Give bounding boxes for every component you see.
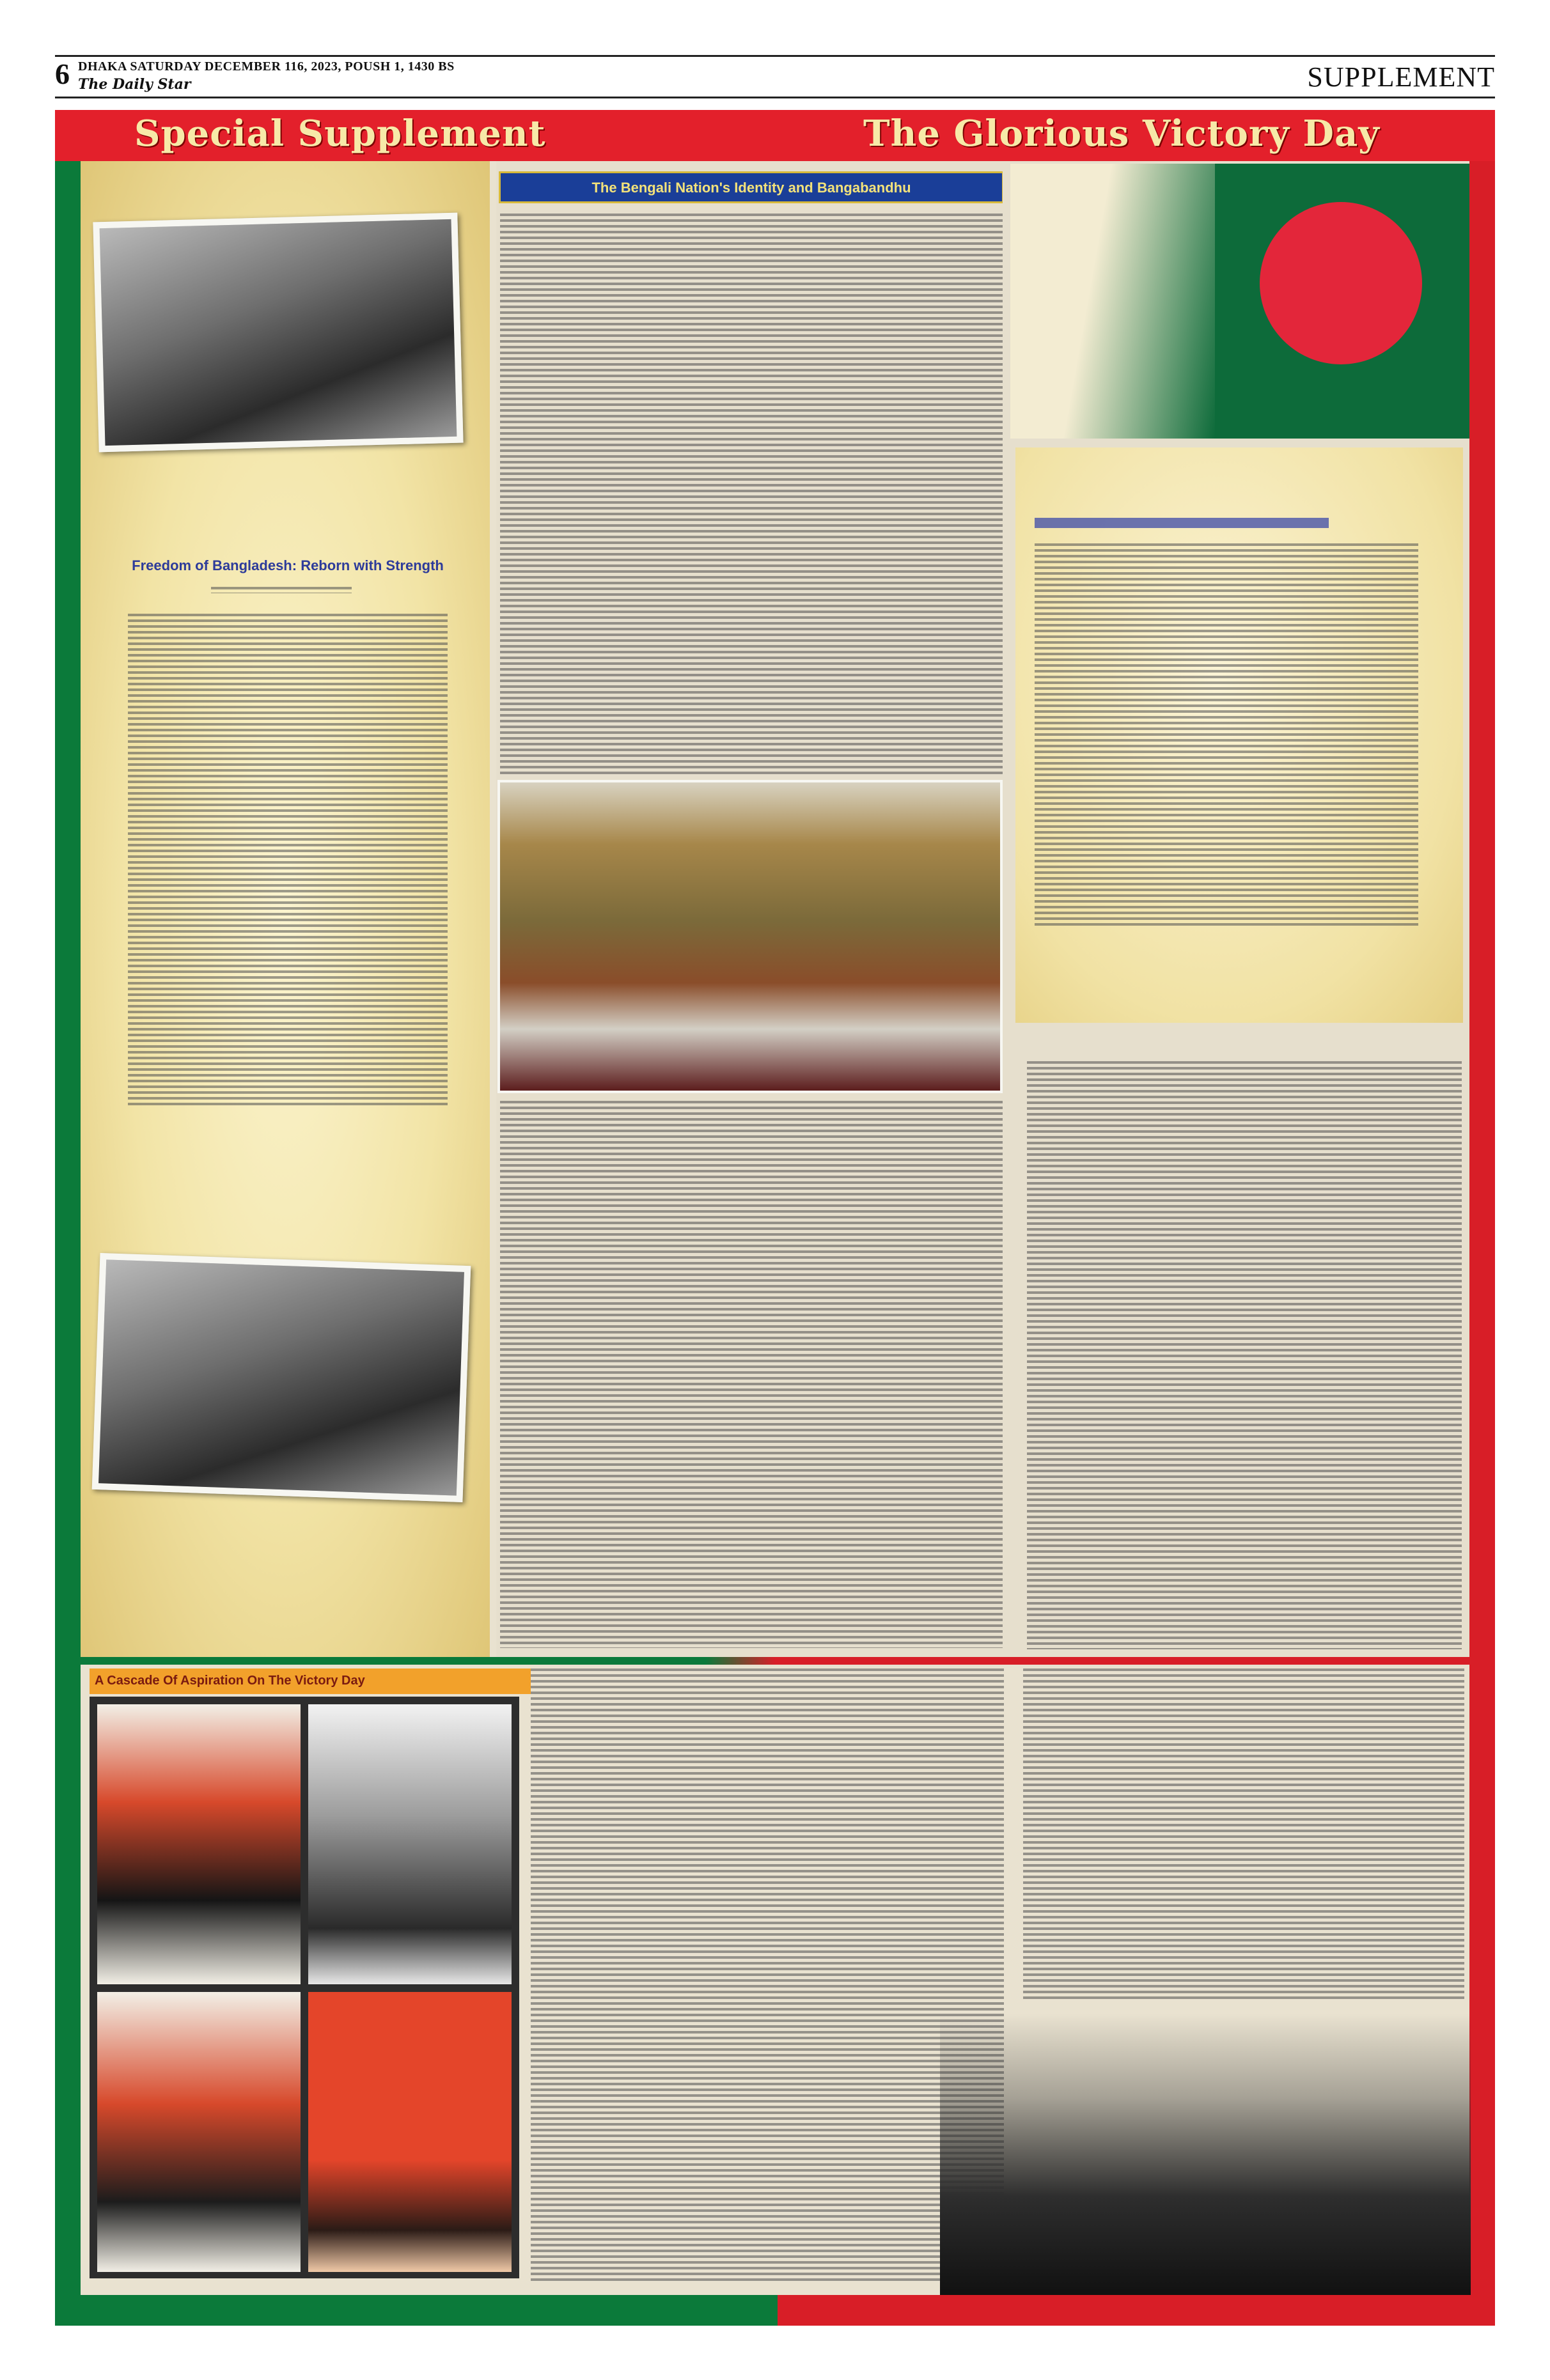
masthead [55, 55, 1495, 98]
newspaper-logo: The Daily Star [78, 76, 191, 93]
poster-title-box [90, 1668, 531, 1694]
right-red-border [1469, 161, 1495, 2326]
middle-column-title: The Bengali Nation's Identity and Bangabandhu [591, 180, 911, 196]
surrender-photo [497, 780, 1003, 1093]
banner-right-title: The Glorious Victory Day [863, 113, 1380, 155]
middle-article-text-1 [500, 214, 1003, 776]
section-divider [81, 1657, 1469, 1665]
right-article-text [1027, 1061, 1462, 1649]
section-label: SUPPLEMENT [1307, 61, 1495, 93]
bottom-article-text-2 [1023, 1668, 1464, 2001]
flag-red-disc [1260, 202, 1422, 364]
poster-4 [308, 1992, 512, 2272]
poster-2 [308, 1704, 512, 1984]
right-poem-body [1035, 543, 1418, 927]
bottom-green-band [55, 2295, 778, 2326]
poster-3 [97, 1992, 301, 2272]
banner-left-title: Special Supplement [134, 113, 546, 155]
war-photo-2-image [98, 1259, 464, 1495]
war-photo-1-image [100, 219, 457, 446]
war-photo-2 [92, 1253, 471, 1502]
left-poem-title: Freedom of Bangladesh: Reborn with Strength [132, 557, 444, 573]
surrender-photo-image [500, 782, 1000, 1091]
right-poem-title [1035, 518, 1329, 528]
poster-grid [90, 1697, 519, 2278]
crowd-illustration [940, 2014, 1471, 2295]
bottom-article-text-1 [531, 1668, 1004, 2282]
flag-brush-edge [1010, 164, 1215, 439]
left-green-border [55, 161, 81, 2326]
dateline: DHAKA SATURDAY DECEMBER 116, 2023, POUSH 1, 1430 BS [78, 59, 455, 74]
poster-section-title: A Cascade Of Aspiration On The Victory Day [95, 1674, 365, 1688]
left-poem-body [128, 614, 448, 1106]
middle-title-box [499, 171, 1004, 203]
bottom-red-band [778, 2295, 1469, 2326]
left-poem-byline [211, 587, 352, 593]
page-number: 6 [55, 58, 70, 90]
poster-1 [97, 1704, 301, 1984]
middle-article-text-2 [500, 1101, 1003, 1648]
war-photo-1 [93, 213, 463, 453]
